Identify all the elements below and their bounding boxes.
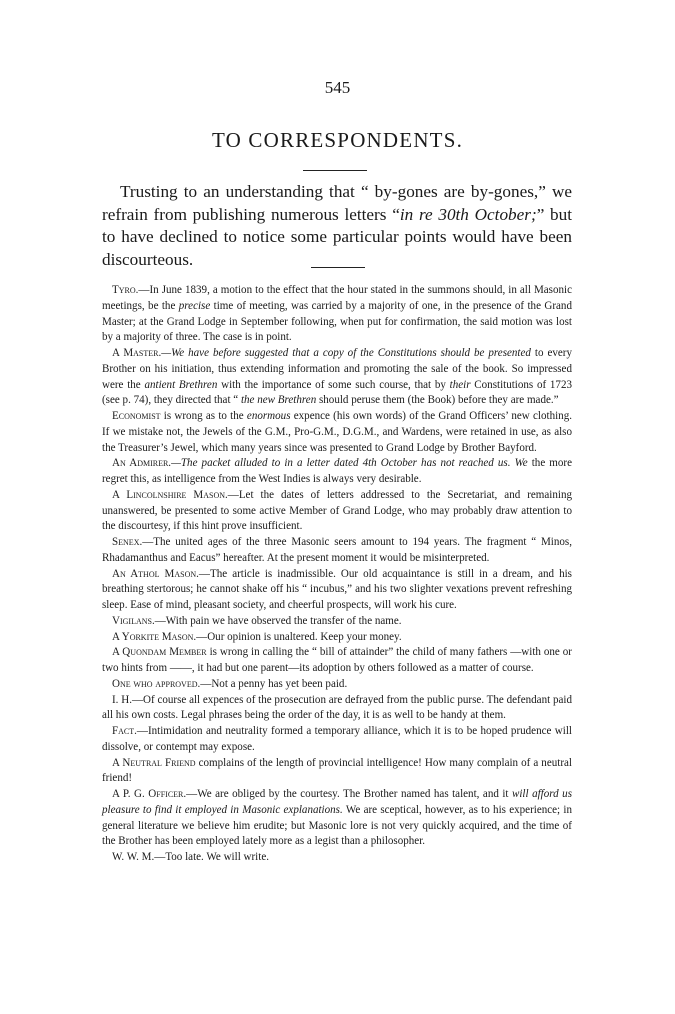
intro-text-b: ” but to have declined to notice some particular points would have been discourteous. [102, 204, 573, 269]
entry-text: the more regret this, as intelligence from the West Indies is always very desirable. [102, 457, 572, 485]
entry-neutral [102, 756, 572, 788]
entry-ih [102, 693, 572, 725]
page-number: 545 [324, 78, 351, 97]
correspondent-name: Fact. [112, 725, 137, 737]
entry-text: —Our opinion is unaltered. Keep your money. [196, 630, 402, 643]
correspondent-name: A Lincolnshire Mason. [112, 488, 228, 501]
correspondent-name: Tyro. [112, 284, 139, 296]
entry-economist [102, 409, 572, 456]
entry-italic: their [449, 378, 471, 391]
correspondent-name: W. W. M. [112, 851, 155, 863]
intro-text-a: Trusting to an understanding that “ by-gones are by-gones,” we refrain from publishing numerous letters “ [102, 182, 572, 224]
section-divider [311, 267, 365, 268]
entry-fact [102, 724, 572, 756]
entry-italic: will afford us pleasure to find it employed in Masonic explanations. [102, 788, 572, 816]
correspondent-name: A Quondam Member [112, 646, 207, 659]
correspondent-name: Senex. [112, 536, 143, 548]
entry-text: Constitutions of 1723 (see p. 74), they directed that “ [102, 378, 573, 407]
page-title: TO CORRESPONDENTS. [211, 128, 464, 152]
entry-text: complains of the length of provincial intelligence! How many complain of a neutral friend! [102, 756, 572, 785]
correspondent-name: A Yorkite Mason. [112, 630, 197, 643]
entry-text: —The article is inadmissible. Our old acquaintance is still in a dream, and his breathing stertorous; he cannot shake off his “ incubus,” and his two slighter vexations prevent refreshing sleep. Ease of mind, pleasant society, and cheerful prospects, will work his cure. [102, 567, 572, 611]
entry-wwm [102, 850, 572, 866]
correspondent-name: One who approved. [112, 677, 201, 690]
entry-italic: enormous [246, 410, 291, 422]
entry-text: —The united ages of the three Masonic seers amount to 194 years. The fragment “ Minos, Rhadamanthus and Eacus” hereafter. At the present moment it would be misinterpreted. [102, 536, 572, 564]
entry-senex [102, 535, 572, 567]
entry-admirer [102, 456, 572, 488]
entry-text: —In June 1839, a motion to the effect that the hour stated in the summons should, in all Masonic meetings, be the [102, 284, 572, 312]
entry-text: —With pain we have observed the transfer of the name. [154, 614, 402, 627]
entry-text: —Let the dates of letters addressed to the Secretariat, and remaining unanswered, be presented to some active Member of Grand Lodge, who may probably draw attention to the discourtesy, if this hint prove insufficient. [102, 488, 573, 533]
correspondent-name: An Athol Mason. [112, 567, 199, 580]
entry-approved [102, 677, 572, 693]
entry-italic: antient Brethren [144, 378, 218, 391]
intro-paragraph [102, 181, 572, 271]
correspondent-name: A Neutral Friend [112, 756, 196, 769]
entry-lincolnshire [102, 488, 572, 535]
title-divider [303, 170, 367, 171]
entry-text: —We are obliged by the courtesy. The Brother named has talent, and it [186, 788, 512, 800]
correspondent-name: I. H. [112, 693, 132, 706]
entry-yorkite [102, 630, 572, 646]
entry-italic: the new Brethren [240, 394, 317, 407]
entry-italic: —The packet alluded to in a letter dated 4th October has not reached us. We [171, 457, 528, 470]
entry-text: to every Brother on his initiation, thus extending information and promoting the sale of the book. So impressed were the [102, 347, 572, 391]
entry-text: We are sceptical, however, as to his experience; in general literature we believe him erudite; but Masonic lore is not very quickly acquired, and the time of the Brother has been employed lately more as a legist than a philosopher. [102, 803, 573, 848]
entry-athol [102, 567, 572, 614]
correspondent-name: A Master. [112, 347, 162, 359]
entry-text: should peruse them (the Book) before they are made.” [316, 394, 559, 407]
entry-text: expence (his own words) of the Grand Officers’ new clothing. If we mistake not, the Jewels of the G.M., Pro-G.M., D.G.M., and Wardens, were retained in use, as also the Treasurer’s Jewel, which many years since was presented to Grand Lodge by Brother Bayford. [102, 410, 572, 454]
entry-vigilans [102, 614, 572, 630]
entry-italic: precise [178, 299, 211, 312]
intro-italic: in re 30th October; [399, 204, 537, 224]
entry-text: is wrong as to the [160, 410, 247, 422]
entry-text: —Intimidation and neutrality formed a temporary alliance, which it is to be hoped prudence will dissolve, or contempt may expose. [102, 725, 572, 753]
entry-text: —Too late. We will write. [154, 851, 269, 863]
entry-officer [102, 787, 572, 850]
entry-text: is wrong in calling the “ bill of attainder” the child of many fathers —with one or two hints from ——, it had but one parent—its adoption by others followed as a matter of course. [102, 646, 572, 674]
correspondent-name: An Admirer. [112, 457, 172, 470]
correspondent-name: Economist [112, 410, 161, 422]
correspondent-name: Vigilans. [112, 614, 155, 627]
entry-quondam [102, 645, 572, 677]
entry-italic: —We have before suggested that a copy of the Constitutions should be presented [161, 347, 531, 359]
entry-text: —Not a penny has yet been paid. [200, 677, 348, 690]
entry-text: with the importance of some such course, that by [217, 378, 450, 391]
entry-master [102, 346, 572, 409]
entry-text: —Of course all expences of the prosecution are defrayed from the public purse. The defendant paid all his own costs. Legal phrases being the order of the day, it is as well to be handy at them. [102, 693, 572, 722]
entry-text: time of meeting, was carried by a majority of one, in the presence of the Grand Master; at the Grand Lodge in September following, when put for confirmation, the said motion was lost by a majority of three. The case is in point. [102, 299, 572, 344]
correspondents-list [102, 283, 572, 866]
entry-tyro [102, 283, 572, 346]
correspondent-name: A P. G. Officer. [112, 788, 187, 800]
